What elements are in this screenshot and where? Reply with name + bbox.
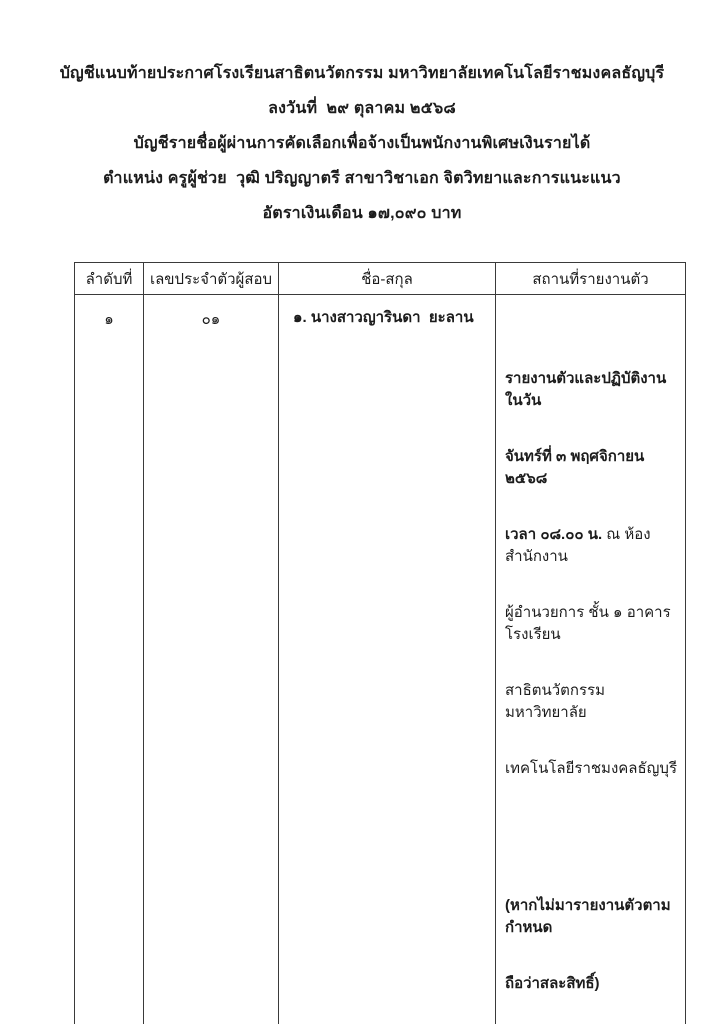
note-line: ถือว่าสละสิทธิ์) (505, 975, 600, 992)
table-row (75, 295, 686, 1024)
report-line: เทคโนโลยีราชมงคลธัญบุรี (505, 760, 678, 777)
forfeit-note (505, 861, 681, 1024)
list-subtitle: บัญชีรายชื่อผู้ผ่านการคัดเลือกเพื่อจ้างเป็นพนักงานพิเศษเงินรายได้ (133, 135, 591, 152)
header-name: ชื่อ-สกุล (279, 263, 496, 295)
report-place: ณ ห้องสำนักงาน (505, 526, 651, 565)
header-candidate-id: เลขประจำตัวผู้สอบ (144, 263, 279, 295)
report-line: ผู้อำนวยการ ชั้น ๑ อาคาร โรงเรียน (505, 604, 675, 643)
report-line: จันทร์ที่ ๓ พฤศจิกายน ๒๕๖๘ (505, 448, 649, 487)
cell-report-location (496, 295, 686, 1024)
report-line: สาธิตนวัตกรรม มหาวิทยาลัย (505, 682, 610, 721)
report-instructions (505, 334, 681, 814)
document-date-line: ลงวันที่ ๒๙ ตุลาคม ๒๕๖๘ (268, 100, 456, 117)
table-header-row (75, 263, 686, 295)
salary-line: อัตราเงินเดือน ๑๗,๐๙๐ บาท (262, 205, 462, 222)
header-report-location: สถานที่รายงานตัว (496, 263, 686, 295)
report-line: รายงานตัวและปฏิบัติงานในวัน (505, 370, 667, 409)
header-order: ลำดับที่ (75, 263, 144, 295)
cell-candidate-id: ๐๑ (144, 295, 279, 1024)
cell-candidate-name: ๑. นางสาวญารินดา ยะลาน (279, 295, 496, 1024)
candidate-roster-table (74, 262, 686, 1024)
document-title: บัญชีแนบท้ายประกาศโรงเรียนสาธิตนวัตกรรม มหาวิทยาลัยเทคโนโลยีราชมงคลธัญบุรี (59, 65, 665, 82)
report-line (505, 524, 681, 568)
document-header (0, 63, 724, 238)
note-line: (หากไม่มารายงานตัวตามกำหนด (505, 897, 671, 936)
report-time: เวลา ๐๘.๐๐ น. (505, 526, 603, 543)
position-line: ตำแหน่ง ครูผู้ช่วย วุฒิ ปริญญาตรี สาขาวิชาเอก จิตวิทยาและการแนะแนว (103, 170, 621, 187)
cell-order-number: ๑ (75, 295, 144, 1024)
